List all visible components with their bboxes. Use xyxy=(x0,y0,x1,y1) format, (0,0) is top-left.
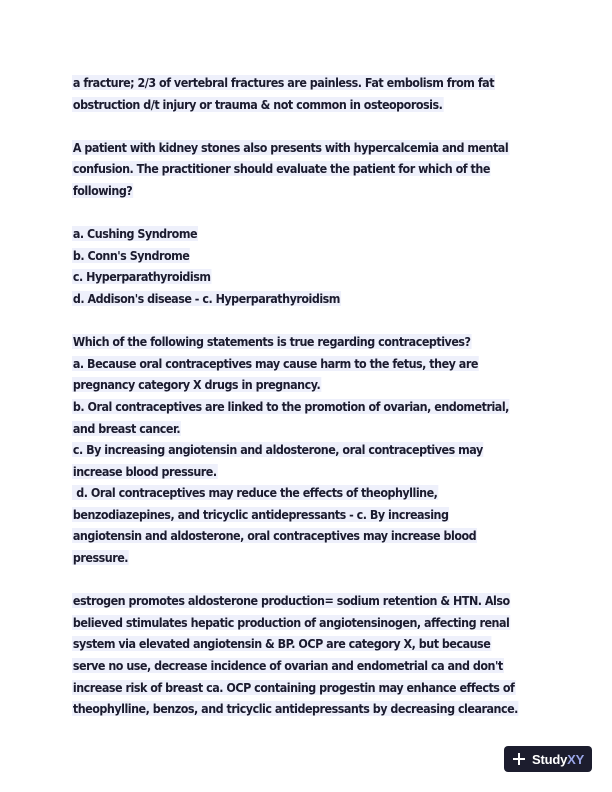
studyxy-badge[interactable] xyxy=(504,746,592,772)
paragraph-fracture-note xyxy=(72,72,544,115)
text-line: Which of the following statements is true regarding contraceptives? xyxy=(72,334,471,350)
text-line: a. Because oral contraceptives may cause harm to the fetus, they are xyxy=(72,355,478,371)
text-line: system via elevated angiotensin & BP. OCP are category X, but because xyxy=(72,636,491,652)
option-b: b. Conn's Syndrome xyxy=(72,247,190,263)
text-line: increase blood pressure. xyxy=(72,463,217,479)
text-line: estrogen promotes aldosterone production= sodium retention & HTN. Also xyxy=(72,593,510,609)
text-line: believed stimulates hepatic production of angiotensinogen, affecting renal xyxy=(72,614,510,630)
text-line: serve no use, decrease incidence of ovarian and endometrial ca and don't xyxy=(72,658,503,674)
question-contraceptives xyxy=(72,331,544,569)
text-line: theophylline, benzos, and tricyclic antidepressants by decreasing clearance. xyxy=(72,701,518,717)
text-line: pregnancy category X drugs in pregnancy. xyxy=(72,377,321,393)
text-line: confusion. The practitioner should evaluate the patient for which of the xyxy=(72,161,490,177)
explanation-paragraph xyxy=(72,590,544,720)
brand-logo-text: StudyXY xyxy=(532,751,585,767)
text-line: d. Oral contraceptives may reduce the effects of theophylline, xyxy=(72,485,438,501)
text-line: following? xyxy=(72,182,133,198)
option-d-with-answer: d. Addison's disease - c. Hyperparathyroidism xyxy=(72,290,340,306)
text-line: pressure. xyxy=(72,550,129,566)
text-line: benzodiazepines, and tricyclic antidepressants - c. By increasing xyxy=(72,506,449,522)
text-line: increase risk of breast ca. OCP containing progestin may enhance effects of xyxy=(72,679,515,695)
text-line: obstruction d/t injury or trauma & not common in osteoporosis. xyxy=(72,96,443,112)
plus-icon xyxy=(512,752,526,766)
text-line: c. By increasing angiotensin and aldosterone, oral contraceptives may xyxy=(72,442,483,458)
text-line: angiotensin and aldosterone, oral contraceptives may increase blood xyxy=(72,528,477,544)
text-line: b. Oral contraceptives are linked to the promotion of ovarian, endometrial, xyxy=(72,398,509,414)
document-body xyxy=(72,72,544,720)
question-kidney-stones xyxy=(72,137,544,202)
text-line: A patient with kidney stones also presents with hypercalcemia and mental xyxy=(72,139,509,155)
answer-options-kidney-stones xyxy=(72,223,544,309)
option-c: c. Hyperparathyroidism xyxy=(72,269,211,285)
text-line: a fracture; 2/3 of vertebral fractures are painless. Fat embolism from fat xyxy=(72,75,495,90)
text-line: and breast cancer. xyxy=(72,420,181,436)
brand-accent-text: XY xyxy=(567,751,585,767)
option-a: a. Cushing Syndrome xyxy=(72,226,198,242)
